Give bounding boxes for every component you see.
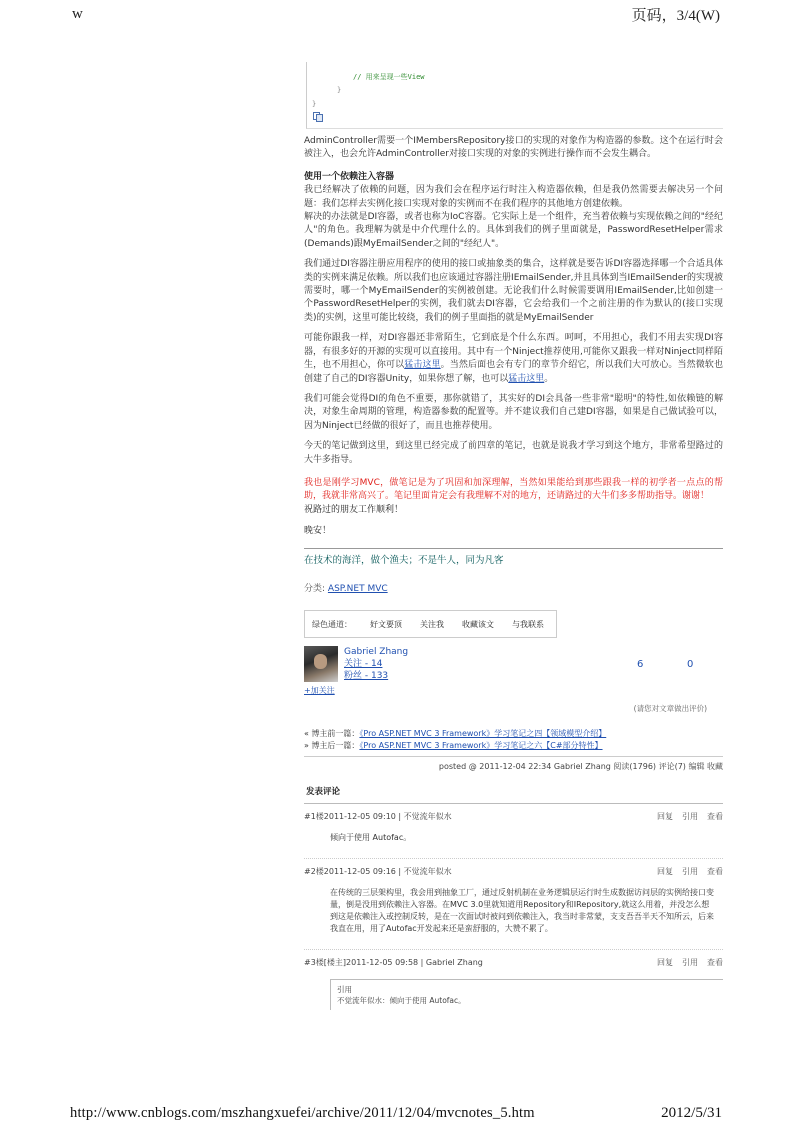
good-post-button[interactable]: 好文要顶 <box>370 619 402 629</box>
next-prefix: » 博主后一篇： <box>304 740 360 750</box>
view-button[interactable]: 查看 <box>707 811 723 821</box>
comment-separator <box>304 858 723 859</box>
comment-meta: #1楼2011-12-05 09:10 | 不觉流年似水 <box>304 811 452 821</box>
quote-button[interactable]: 引用 <box>682 811 698 821</box>
quote-button[interactable]: 引用 <box>682 958 698 968</box>
quote-button[interactable]: 引用 <box>682 867 698 876</box>
author-card <box>304 646 723 698</box>
paragraph-text: 。当然后面也会有专门的章节介绍它，所以我们大可放心。当然微软也创建了自己的DI容器Unity，如果你想了解，也可以 <box>304 360 723 384</box>
category-label: 分类: <box>304 583 328 594</box>
comment-body: 倾向于使用 Autofac。 <box>330 833 412 842</box>
red-note: 我也是刚学习MVC，做笔记是为了巩固和加深理解，当然如果能给到那些跟我一样的初学者一点点的帮助，我就非常高兴了。笔记里面肯定会有我理解不对的地方，还请路过的大牛们多多帮助指导。谢谢！ <box>304 477 723 502</box>
post-info: posted @ 2011-12-04 22:34 Gabriel Zhang 阅读(1796) 评论(7) 编辑 收藏 <box>304 756 723 773</box>
next-post-link[interactable]: 《Pro ASP.NET MVC 3 Framework》学习笔记之六【C#部分特性】 <box>359 740 603 750</box>
prev-post <box>304 728 723 740</box>
code-brace: } <box>337 86 342 94</box>
paragraph: 解决的办法就是DI容器，或者也称为IoC容器。它实际上是一个组件，充当着依赖与实现依赖之间的"经纪人"的角色。我理解为就是中介代理什么的。具体到我们的例子里面就是，PasswordResetHelper需求(Demands)跟MyEmailSender之间的"经纪人"。 <box>304 212 723 249</box>
paragraph: 今天的笔记做到这里，到这里已经完成了前四章的笔记，也就是说我才学习到这个地方，非常希望路过的大牛多指导。 <box>304 441 723 465</box>
category <box>304 583 723 596</box>
comment-header <box>304 865 723 878</box>
reply-button[interactable]: 回复 <box>657 958 673 968</box>
paragraph: 我们可能会觉得DI的角色不重要，那你就错了，其实好的DI会具备一些非常"聪明"的特性,如依赖链的解决，对象生命周期的管理，构造器参数的配置等。并不建议我们自己建DI容器，如果是自己做试验可以，因为Ninject已经做的很好了，而且也推荐使用。 <box>304 393 723 431</box>
comment-header <box>304 956 723 969</box>
comments-title: 发表评论 <box>304 786 723 803</box>
comment-actions <box>648 956 723 969</box>
rating-hint: (请您对文章做出评价) <box>633 704 707 714</box>
paragraph: 我们通过DI容器注册应用程序的使用的接口或抽象类的集合，这样就是要告诉DI容器选择哪一个合适具体类的实例来满足依赖。所以我们也应该通过容器注册IEmailSender,并且具体到当IEmailSender的实现被需要时，哪一个MyEmailSender的实例被创建。无论我们什么时候需要调用IEmailSender,比如创建一个PasswordResetHelper的实例，我们就去DI容器，它会给我们一个之前注册的作为默认的(接口实现类)的实例，这里可能比较绕，我们的例子里面指的就是MyEmailSender <box>304 259 723 323</box>
bury-count[interactable]: 0 <box>687 659 694 671</box>
reply-button[interactable]: 回复 <box>657 867 673 876</box>
post-navigation <box>304 728 723 752</box>
print-footer-date: 2012/5/31 <box>661 1105 722 1121</box>
quote-text: 不觉流年似水：倾向于使用 Autofac。 <box>337 995 466 1005</box>
green-channel-toolbar <box>304 610 557 638</box>
unity-link[interactable]: 猛击这里 <box>508 373 545 384</box>
favorite-button[interactable]: 收藏该文 <box>462 619 494 629</box>
section-heading: 使用一个依赖注入容器 <box>304 171 395 182</box>
paragraph: AdminController需要一个IMembersRepository接口的实现的对象作为构造器的参数。这个在运行时会被注入，也会允许AdminController对接口实现的对象的实例进行操作而不会发生耦合。 <box>304 136 723 160</box>
code-snippet <box>306 62 723 129</box>
toolbar-label: 绿色通道： <box>312 619 352 629</box>
ninject-link[interactable]: 猛击这里 <box>404 360 441 371</box>
paragraph <box>304 332 723 386</box>
article-content <box>304 62 723 1010</box>
divider <box>304 548 723 549</box>
comment-body: 在传统的三层架构里，我会用到抽象工厂，通过反射机制在业务逻辑层运行时生成数据访问层的实例给接口变量，倒是没用到依赖注入容器。在MVC 3.0里就知道用Repository和IRepository,就这么用着，并没怎么想到这是依赖注入或控制反转，是在一次面试时被问到依赖注入，我当时非常蒙，支支吾吾半天不知所云，后来我直在用，用了Autofac开发起来还是蛮舒服的，大赞不累了。 <box>330 888 714 934</box>
code-brace: } <box>312 100 317 108</box>
add-follow-link[interactable]: +加关注 <box>304 686 335 696</box>
print-header-left: w <box>72 6 83 22</box>
following-link[interactable]: 关注 - 14 <box>344 659 383 670</box>
paragraph-text: 可能你跟我一样，对DI容器还非常陌生，它到底是个什么东西。呵呵，不用担心，我们不用去实现DI容器，有很多好的开源的实现可以直接用。其中有一个Ninject推荐使用,可能你又跟我一样对Ninject同样陌生，也不用担心，你可以 <box>304 333 723 371</box>
next-post <box>304 740 723 752</box>
comment-actions <box>648 865 723 878</box>
comment-item <box>304 956 723 1009</box>
comment-item <box>304 865 723 950</box>
digg-count[interactable]: 6 <box>637 659 644 671</box>
paragraph-text: 。 <box>544 373 554 384</box>
author-name-link[interactable]: Gabriel Zhang <box>344 647 409 658</box>
closing-wish: 祝路过的朋友工作顺利！ <box>304 504 404 515</box>
avatar-face <box>314 654 327 669</box>
code-comment: // 用来呈现一些View <box>353 73 425 81</box>
paragraph: 我已经解决了依赖的问题，因为我们会在程序运行时注入构造器依赖，但是我仍然需要去解决另一个问题：我们怎样去实例化接口实现对象的实例而不在我们程序的其他地方创建依赖。 <box>304 185 723 209</box>
comment-meta: #3楼[楼主]2011-12-05 09:58 | Gabriel Zhang <box>304 958 483 968</box>
category-link[interactable]: ASP.NET MVC <box>327 583 388 594</box>
view-button[interactable]: 查看 <box>707 958 723 968</box>
contact-button[interactable]: 与我联系 <box>512 619 544 629</box>
author-signature: 在技术的海洋，做个渔夫；不是牛人，同为凡客 <box>304 554 504 566</box>
prev-prefix: « 博主前一篇： <box>304 728 360 738</box>
comment-header <box>304 810 723 823</box>
print-header-page-number: 页码，3/4(W) <box>631 8 720 24</box>
reply-button[interactable]: 回复 <box>657 811 673 821</box>
comment-meta: #2楼2011-12-05 09:16 | 不觉流年似水 <box>304 867 452 876</box>
view-button[interactable]: 查看 <box>707 867 723 876</box>
print-footer-url: http://www.cnblogs.com/mszhangxuefei/archive/2011/12/04/mvcnotes_5.htm <box>70 1105 535 1121</box>
comment-quote <box>330 979 723 1010</box>
comment-item <box>304 810 723 859</box>
follow-me-button[interactable]: 关注我 <box>420 619 444 629</box>
comment-separator <box>304 949 723 950</box>
quote-label: 引用 <box>337 984 352 994</box>
comment-actions <box>648 810 723 823</box>
fans-link[interactable]: 粉丝 - 133 <box>344 671 389 682</box>
avatar[interactable] <box>304 646 338 682</box>
closing-goodnight: 晚安！ <box>304 526 332 537</box>
copy-code-icon[interactable] <box>313 112 323 122</box>
prev-post-link[interactable]: 《Pro ASP.NET MVC 3 Framework》学习笔记之四【领域模型介绍】 <box>359 728 607 738</box>
